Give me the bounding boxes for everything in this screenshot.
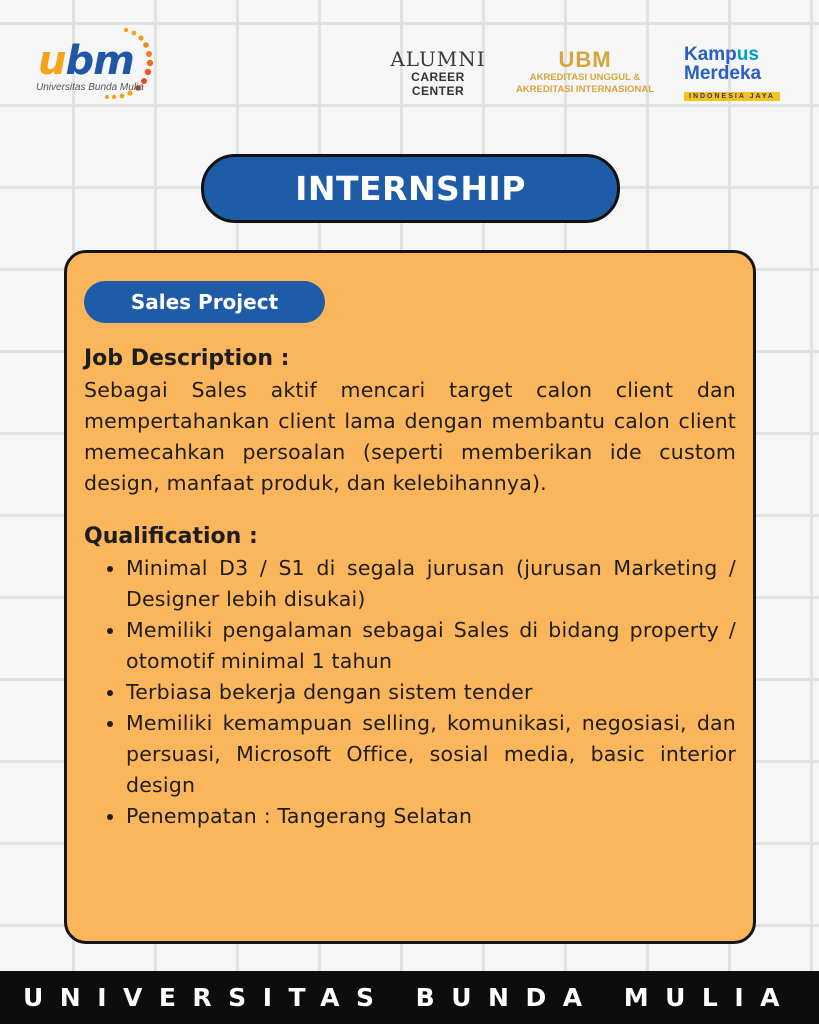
job-content [84, 343, 736, 832]
job-description-heading: Job Description : [84, 346, 290, 371]
list-item: • Memiliki kemampuan selling, komunikasi, negosiasi, dan persuasi, Microsoft Office, sosial media, basic interior design [126, 708, 736, 801]
akreditasi-logo [505, 48, 665, 100]
position-label: Sales Project [84, 281, 325, 323]
list-item: • Terbiasa bekerja dengan sistem tender [126, 677, 736, 708]
indonesia-jaya-badge: INDONESIA JAYA [684, 92, 780, 101]
header [0, 0, 819, 130]
ubm-subtitle: Universitas Bunda Mulia [36, 82, 144, 93]
kampus-word: Kampus [684, 44, 759, 65]
akreditasi-line-1: AKREDITASI UNGGUL & [529, 72, 641, 83]
akreditasi-ubm: UBM [558, 47, 612, 72]
alumni-career-center-logo [388, 48, 488, 98]
akreditasi-line-2: AKREDITASI INTERNASIONAL [515, 84, 655, 95]
list-item: • Memiliki pengalaman sebagai Sales di bidang property / otomotif minimal 1 tahun [126, 615, 736, 677]
ubm-logo [30, 24, 160, 114]
qualification-heading: Qualification : [84, 524, 258, 549]
list-item: • Penempatan : Tangerang Selatan [126, 801, 736, 832]
ubm-wordmark: ubm [38, 38, 134, 84]
job-card [64, 250, 756, 944]
job-description-text: Sebagai Sales aktif mencari target calon client dan mempertahankan client lama dengan membantu calon client memecahkan persoalan (seperti memberikan ide custom design, manfaat produk, dan kelebihannya). [84, 378, 736, 495]
career-center-word: CAREER CENTER [411, 70, 465, 98]
alumni-word: ALUMNI [390, 47, 486, 71]
page-title: INTERNSHIP [201, 154, 620, 223]
kampus-merdeka-logo [684, 46, 789, 102]
merdeka-word: Merdeka [684, 63, 762, 84]
qualification-list [84, 553, 736, 832]
list-item: • Minimal D3 / S1 di segala jurusan (jurusan Marketing / Designer lebih disukai) [126, 553, 736, 615]
footer-banner: UNIVERSITAS BUNDA MULIA [0, 971, 819, 1024]
